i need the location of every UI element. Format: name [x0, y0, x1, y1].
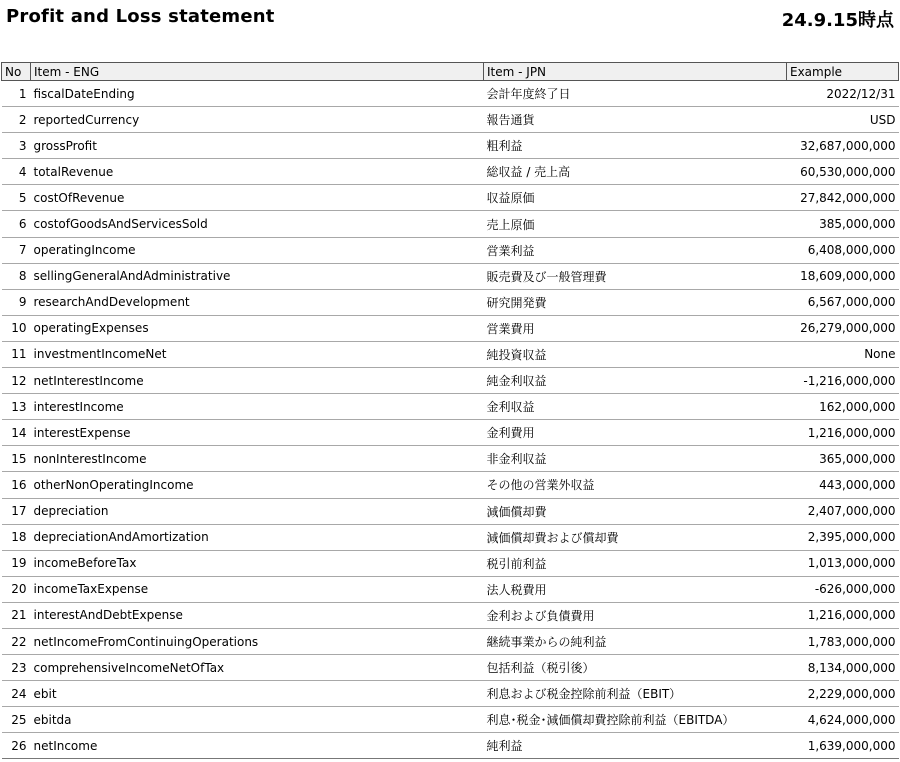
row-number: 22: [2, 628, 31, 654]
item-jpn-cell: 非金利収益: [484, 446, 787, 472]
item-jpn-cell: 純利益: [484, 733, 787, 759]
as-of-date: 24.9.15時点: [781, 10, 894, 31]
example-value-cell: 1,783,000,000: [787, 628, 899, 654]
item-jpn-cell: 売上原価: [484, 211, 787, 237]
row-number: 13: [2, 394, 31, 420]
item-jpn-cell: 継続事業からの純利益: [484, 628, 787, 654]
item-jpn-cell: 減価償却費: [484, 498, 787, 524]
item-jpn-cell: 総収益 / 売上高: [484, 159, 787, 185]
example-value-cell: 18,609,000,000: [787, 263, 899, 289]
row-number: 3: [2, 133, 31, 159]
item-eng-cell: operatingIncome: [31, 237, 484, 263]
table-row: [2, 368, 899, 394]
item-jpn-cell: 減価償却費および償却費: [484, 524, 787, 550]
example-value-cell: 162,000,000: [787, 394, 899, 420]
row-number: 25: [2, 707, 31, 733]
example-value-cell: 1,639,000,000: [787, 733, 899, 759]
item-jpn-cell: 金利および負債費用: [484, 602, 787, 628]
item-jpn-cell: 包括利益（税引後）: [484, 655, 787, 681]
table-row: [2, 472, 899, 498]
table-row: [2, 707, 899, 733]
table-row: [2, 185, 899, 211]
row-number: 4: [2, 159, 31, 185]
example-value-cell: 26,279,000,000: [787, 315, 899, 341]
row-number: 26: [2, 733, 31, 759]
example-value-cell: 4,624,000,000: [787, 707, 899, 733]
example-value-cell: 8,134,000,000: [787, 655, 899, 681]
row-number: 14: [2, 420, 31, 446]
table-header-row: [2, 63, 899, 81]
column-header-item-eng: Item - ENG: [31, 63, 484, 81]
example-value-cell: 1,013,000,000: [787, 550, 899, 576]
column-header-item-jpn: Item - JPN: [484, 63, 787, 81]
item-eng-cell: grossProfit: [31, 133, 484, 159]
item-jpn-cell: 報告通貨: [484, 107, 787, 133]
item-eng-cell: costOfRevenue: [31, 185, 484, 211]
example-value-cell: 27,842,000,000: [787, 185, 899, 211]
item-eng-cell: sellingGeneralAndAdministrative: [31, 263, 484, 289]
item-eng-cell: netIncome: [31, 733, 484, 759]
table-row: [2, 159, 899, 185]
item-eng-cell: otherNonOperatingIncome: [31, 472, 484, 498]
item-jpn-cell: 研究開発費: [484, 289, 787, 315]
item-eng-cell: nonInterestIncome: [31, 446, 484, 472]
table-row: [2, 211, 899, 237]
item-eng-cell: comprehensiveIncomeNetOfTax: [31, 655, 484, 681]
item-jpn-cell: その他の営業外収益: [484, 472, 787, 498]
row-number: 16: [2, 472, 31, 498]
row-number: 21: [2, 602, 31, 628]
example-value-cell: -626,000,000: [787, 576, 899, 602]
table-row: [2, 655, 899, 681]
item-jpn-cell: 営業費用: [484, 315, 787, 341]
item-jpn-cell: 金利費用: [484, 420, 787, 446]
column-header-example: Example: [787, 63, 899, 81]
item-eng-cell: netInterestIncome: [31, 368, 484, 394]
item-eng-cell: ebitda: [31, 707, 484, 733]
example-value-cell: 1,216,000,000: [787, 420, 899, 446]
example-value-cell: 6,408,000,000: [787, 237, 899, 263]
example-value-cell: 6,567,000,000: [787, 289, 899, 315]
table-row: [2, 81, 899, 107]
table-row: [2, 289, 899, 315]
table-row: [2, 341, 899, 367]
row-number: 8: [2, 263, 31, 289]
item-eng-cell: interestIncome: [31, 394, 484, 420]
row-number: 5: [2, 185, 31, 211]
item-jpn-cell: 法人税費用: [484, 576, 787, 602]
table-row: [2, 263, 899, 289]
item-jpn-cell: 粗利益: [484, 133, 787, 159]
example-value-cell: USD: [787, 107, 899, 133]
example-value-cell: 2022/12/31: [787, 81, 899, 107]
item-eng-cell: fiscalDateEnding: [31, 81, 484, 107]
header: [0, 0, 900, 36]
example-value-cell: 2,407,000,000: [787, 498, 899, 524]
example-value-cell: 32,687,000,000: [787, 133, 899, 159]
item-eng-cell: costofGoodsAndServicesSold: [31, 211, 484, 237]
table-row: [2, 498, 899, 524]
item-eng-cell: reportedCurrency: [31, 107, 484, 133]
example-value-cell: 60,530,000,000: [787, 159, 899, 185]
item-jpn-cell: 利息･税金･減価償却費控除前利益（EBITDA）: [484, 707, 787, 733]
table-row: [2, 576, 899, 602]
example-value-cell: 1,216,000,000: [787, 602, 899, 628]
row-number: 9: [2, 289, 31, 315]
table-row: [2, 237, 899, 263]
table-row: [2, 602, 899, 628]
example-value-cell: 443,000,000: [787, 472, 899, 498]
item-eng-cell: depreciationAndAmortization: [31, 524, 484, 550]
item-jpn-cell: 純金利収益: [484, 368, 787, 394]
item-eng-cell: incomeTaxExpense: [31, 576, 484, 602]
item-eng-cell: investmentIncomeNet: [31, 341, 484, 367]
table-row: [2, 550, 899, 576]
table-row: [2, 315, 899, 341]
example-value-cell: 385,000,000: [787, 211, 899, 237]
row-number: 17: [2, 498, 31, 524]
row-number: 20: [2, 576, 31, 602]
table-row: [2, 524, 899, 550]
item-eng-cell: ebit: [31, 681, 484, 707]
example-value-cell: 365,000,000: [787, 446, 899, 472]
table-row: [2, 628, 899, 654]
table-row: [2, 133, 899, 159]
item-eng-cell: netIncomeFromContinuingOperations: [31, 628, 484, 654]
row-number: 11: [2, 341, 31, 367]
table-body: [2, 81, 899, 759]
table-row: [2, 733, 899, 759]
row-number: 2: [2, 107, 31, 133]
row-number: 19: [2, 550, 31, 576]
row-number: 23: [2, 655, 31, 681]
item-jpn-cell: 利息および税金控除前利益（EBIT）: [484, 681, 787, 707]
row-number: 12: [2, 368, 31, 394]
table-row: [2, 420, 899, 446]
page-title: Profit and Loss statement: [6, 6, 275, 27]
row-number: 15: [2, 446, 31, 472]
item-jpn-cell: 会計年度終了日: [484, 81, 787, 107]
example-value-cell: -1,216,000,000: [787, 368, 899, 394]
table-row: [2, 681, 899, 707]
item-jpn-cell: 収益原価: [484, 185, 787, 211]
row-number: 18: [2, 524, 31, 550]
item-jpn-cell: 純投資収益: [484, 341, 787, 367]
item-eng-cell: interestAndDebtExpense: [31, 602, 484, 628]
example-value-cell: None: [787, 341, 899, 367]
table-row: [2, 107, 899, 133]
pl-table: [1, 62, 899, 759]
item-jpn-cell: 営業利益: [484, 237, 787, 263]
table-row: [2, 394, 899, 420]
item-jpn-cell: 金利収益: [484, 394, 787, 420]
row-number: 10: [2, 315, 31, 341]
item-eng-cell: interestExpense: [31, 420, 484, 446]
item-eng-cell: depreciation: [31, 498, 484, 524]
row-number: 6: [2, 211, 31, 237]
table-row: [2, 446, 899, 472]
item-eng-cell: totalRevenue: [31, 159, 484, 185]
column-header-no: No: [2, 63, 31, 81]
row-number: 1: [2, 81, 31, 107]
row-number: 24: [2, 681, 31, 707]
item-eng-cell: operatingExpenses: [31, 315, 484, 341]
item-eng-cell: incomeBeforeTax: [31, 550, 484, 576]
row-number: 7: [2, 237, 31, 263]
example-value-cell: 2,395,000,000: [787, 524, 899, 550]
item-jpn-cell: 税引前利益: [484, 550, 787, 576]
item-jpn-cell: 販売費及び一般管理費: [484, 263, 787, 289]
example-value-cell: 2,229,000,000: [787, 681, 899, 707]
item-eng-cell: researchAndDevelopment: [31, 289, 484, 315]
